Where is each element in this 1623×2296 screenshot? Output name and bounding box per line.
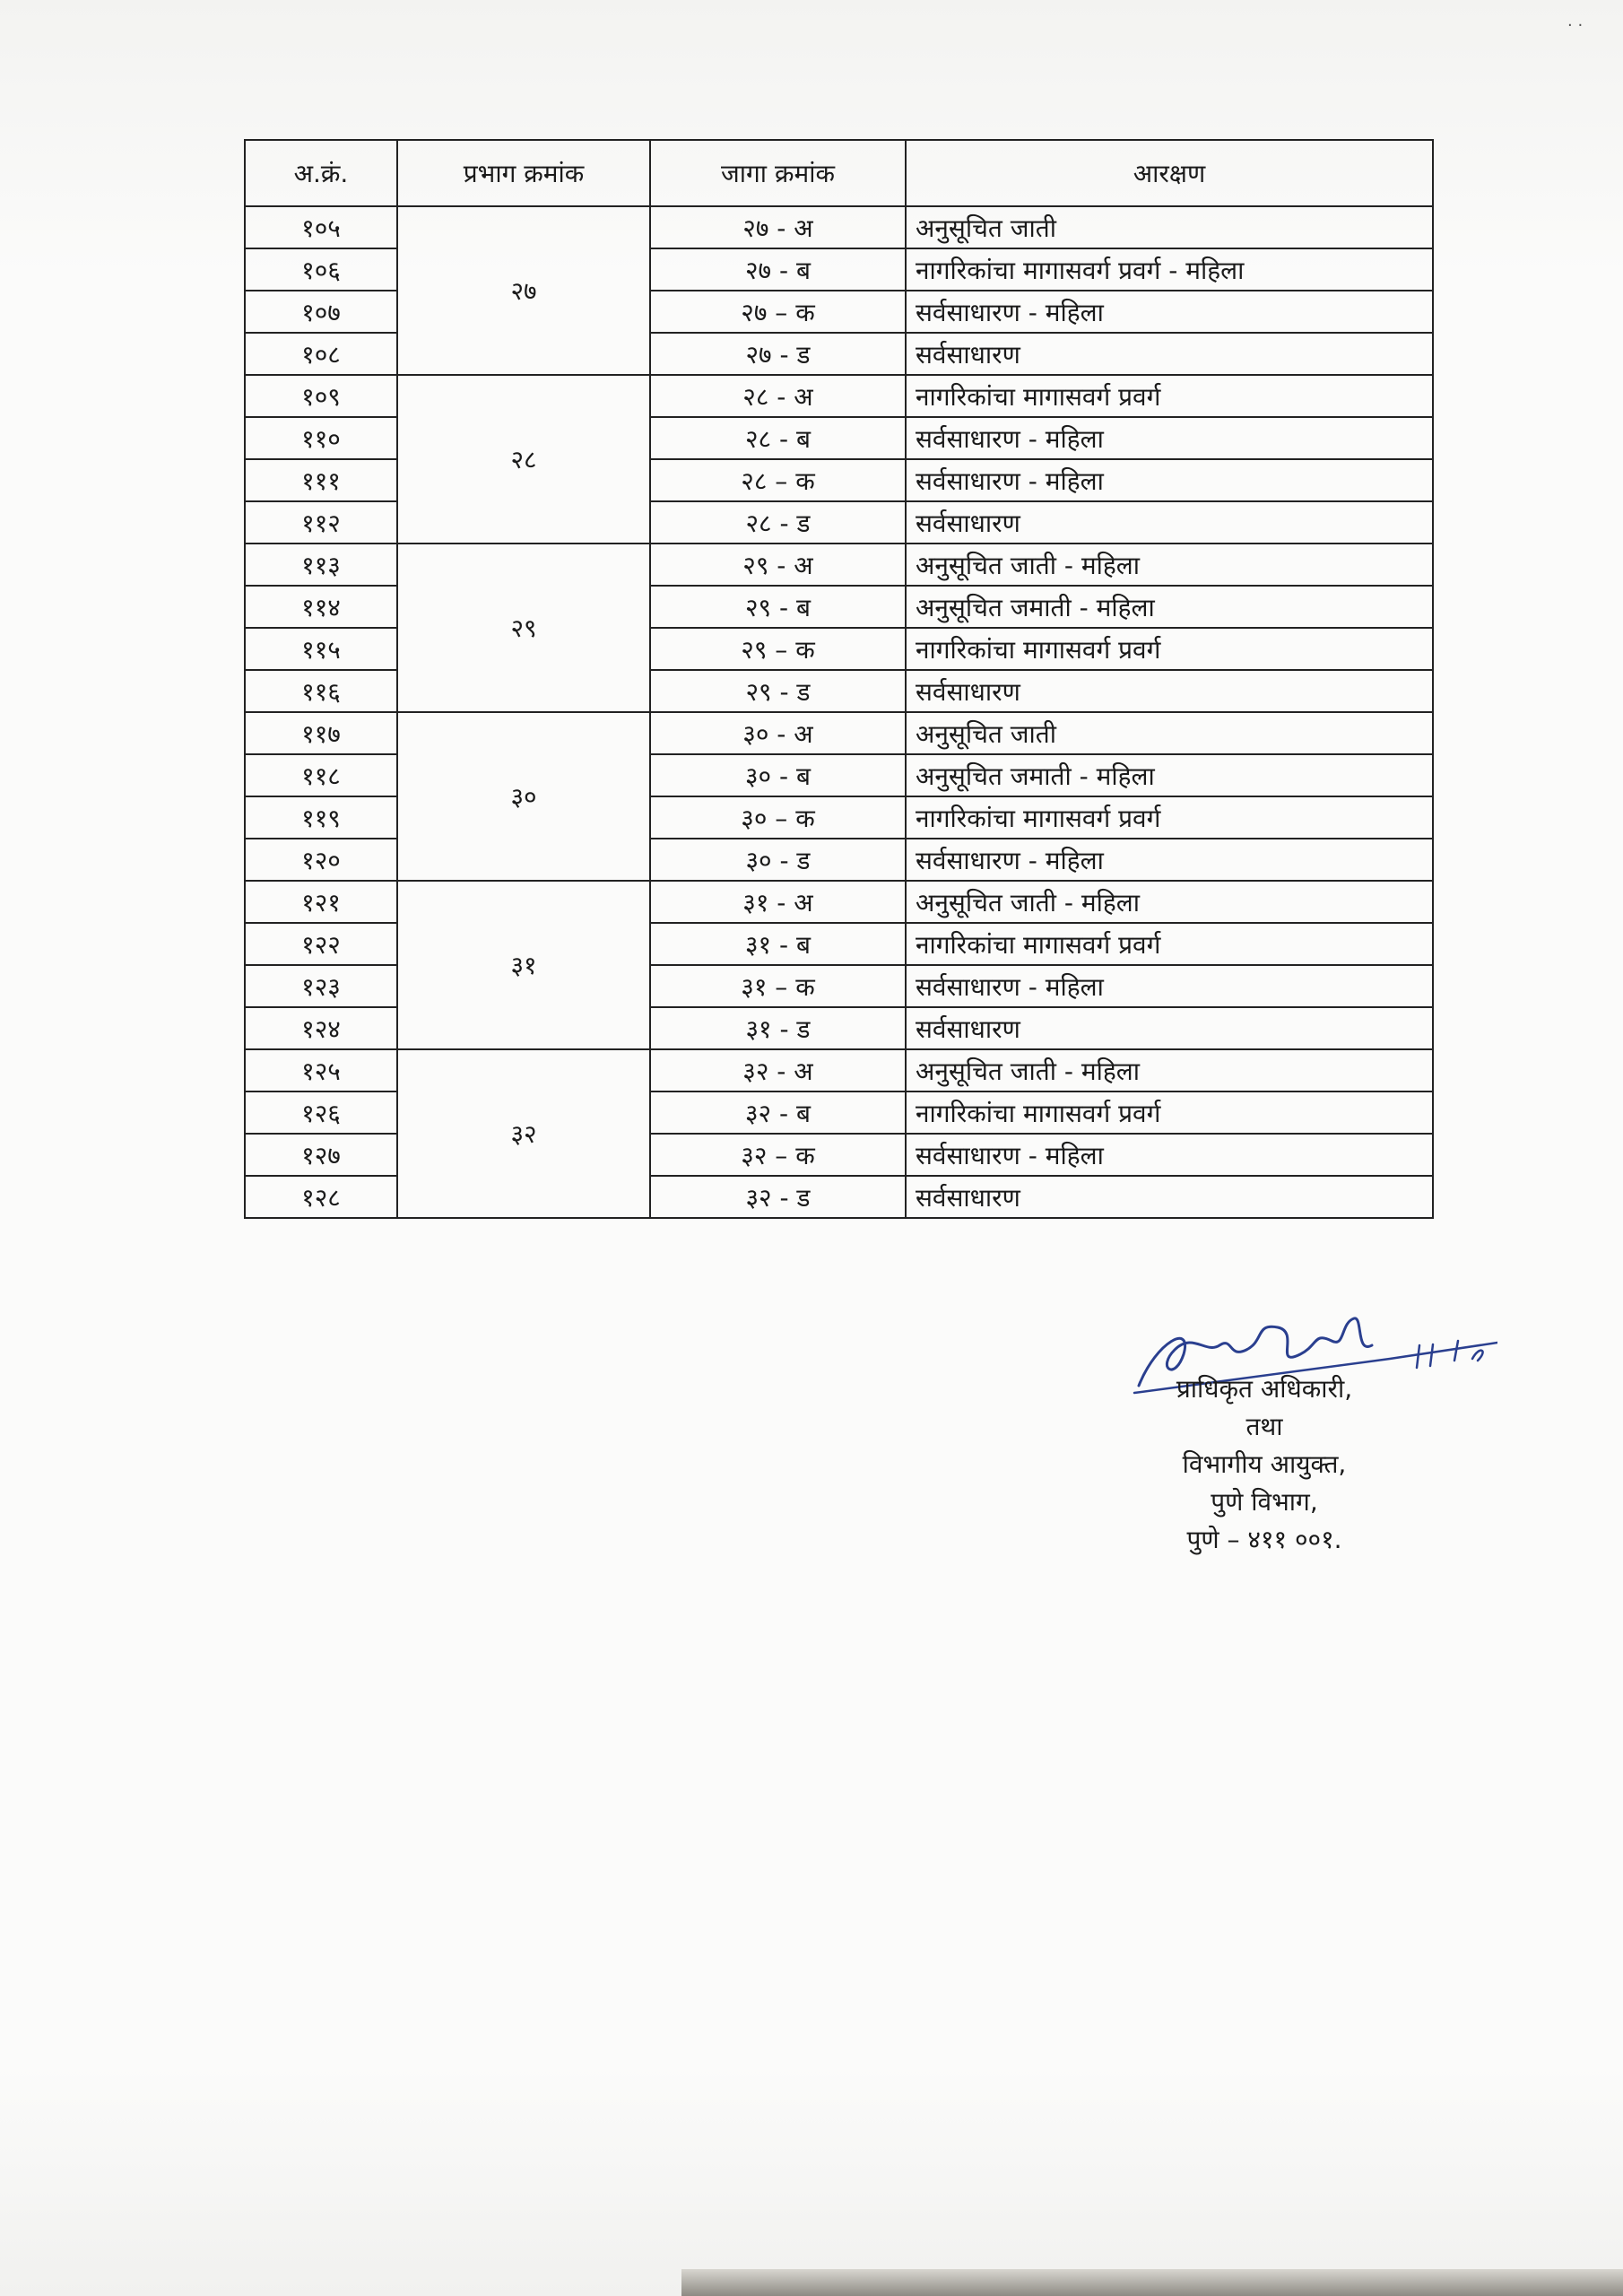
reservation-category-cell: सर्वसाधारण - महिला — [906, 965, 1433, 1007]
signatory-title: प्राधिकृत अधिकारी, — [1176, 1374, 1353, 1404]
reservation-category-cell: सर्वसाधारण - महिला — [906, 839, 1433, 881]
table-row — [245, 712, 1433, 754]
serial-number-cell: १२४ — [245, 1007, 397, 1049]
reservation-category-cell: नागरिकांचा मागासवर्ग प्रवर्ग — [906, 923, 1433, 965]
serial-number-cell: ११० — [245, 417, 397, 459]
seat-number-cell: २८ - ड — [650, 501, 906, 544]
ward-number-cell: ३० — [397, 712, 650, 881]
seat-number-cell: ३१ - ब — [650, 923, 906, 965]
ward-number-cell: ३१ — [397, 881, 650, 1049]
header-reservation: आरक्षण — [906, 140, 1433, 206]
serial-number-cell: १२५ — [245, 1049, 397, 1091]
serial-number-cell: ११८ — [245, 754, 397, 796]
table-body — [245, 206, 1433, 1218]
seat-number-cell: ३० - अ — [650, 712, 906, 754]
reservation-table — [244, 139, 1434, 1219]
seat-number-cell: ३२ - ड — [650, 1176, 906, 1218]
seat-number-cell: ३० – क — [650, 796, 906, 839]
signatory-division: पुणे विभाग, — [1211, 1487, 1318, 1517]
reservation-category-cell: सर्वसाधारण - महिला — [906, 291, 1433, 333]
table-row — [245, 1049, 1433, 1091]
reservation-category-cell: सर्वसाधारण — [906, 1007, 1433, 1049]
reservation-category-cell: अनुसूचित जाती - महिला — [906, 881, 1433, 923]
seat-number-cell: २८ – क — [650, 459, 906, 501]
serial-number-cell: १२१ — [245, 881, 397, 923]
serial-number-cell: १११ — [245, 459, 397, 501]
serial-number-cell: १०६ — [245, 248, 397, 291]
header-ward-number: प्रभाग क्रमांक — [397, 140, 650, 206]
serial-number-cell: १२६ — [245, 1091, 397, 1134]
ward-number-cell: २९ — [397, 544, 650, 712]
seat-number-cell: ३१ – क — [650, 965, 906, 1007]
reservation-category-cell: अनुसूचित जाती — [906, 712, 1433, 754]
serial-number-cell: ११४ — [245, 586, 397, 628]
serial-number-cell: १२२ — [245, 923, 397, 965]
table-row — [245, 881, 1433, 923]
serial-number-cell: ११३ — [245, 544, 397, 586]
seat-number-cell: ३१ - अ — [650, 881, 906, 923]
serial-number-cell: १२३ — [245, 965, 397, 1007]
seat-number-cell: २८ - ब — [650, 417, 906, 459]
reservation-category-cell: अनुसूचित जमाती - महिला — [906, 586, 1433, 628]
serial-number-cell: १०९ — [245, 375, 397, 417]
seat-number-cell: ३२ - ब — [650, 1091, 906, 1134]
reservation-category-cell: नागरिकांचा मागासवर्ग प्रवर्ग - महिला — [906, 248, 1433, 291]
reservation-category-cell: अनुसूचित जमाती - महिला — [906, 754, 1433, 796]
reservation-category-cell: नागरिकांचा मागासवर्ग प्रवर्ग — [906, 1091, 1433, 1134]
signatory-address: पुणे – ४११ ००१. — [1186, 1525, 1342, 1554]
reservation-category-cell: अनुसूचित जाती — [906, 206, 1433, 248]
reservation-table-container — [244, 139, 1432, 1219]
serial-number-cell: १२७ — [245, 1134, 397, 1176]
reservation-category-cell: अनुसूचित जाती - महिला — [906, 1049, 1433, 1091]
reservation-category-cell: सर्वसाधारण — [906, 501, 1433, 544]
serial-number-cell: ११६ — [245, 670, 397, 712]
seat-number-cell: २७ - अ — [650, 206, 906, 248]
seat-number-cell: २९ - ड — [650, 670, 906, 712]
seat-number-cell: २७ – क — [650, 291, 906, 333]
serial-number-cell: १०५ — [245, 206, 397, 248]
seat-number-cell: २९ - अ — [650, 544, 906, 586]
serial-number-cell: १२० — [245, 839, 397, 881]
reservation-category-cell: सर्वसाधारण - महिला — [906, 459, 1433, 501]
reservation-category-cell: नागरिकांचा मागासवर्ग प्रवर्ग — [906, 375, 1433, 417]
seat-number-cell: ३० - ड — [650, 839, 906, 881]
seat-number-cell: ३२ – क — [650, 1134, 906, 1176]
header-seat-number: जागा क्रमांक — [650, 140, 906, 206]
reservation-category-cell: सर्वसाधारण - महिला — [906, 417, 1433, 459]
signatory-block — [1103, 1327, 1426, 1559]
serial-number-cell: ११५ — [245, 628, 397, 670]
serial-number-cell: १०७ — [245, 291, 397, 333]
table-row — [245, 206, 1433, 248]
serial-number-cell: १२८ — [245, 1176, 397, 1218]
header-serial-number: अ.क्रं. — [245, 140, 397, 206]
signatory-designation: विभागीय आयुक्त, — [1182, 1449, 1347, 1479]
ward-number-cell: ३२ — [397, 1049, 650, 1218]
reservation-category-cell: नागरिकांचा मागासवर्ग प्रवर्ग — [906, 796, 1433, 839]
seat-number-cell: २८ - अ — [650, 375, 906, 417]
reservation-category-cell: सर्वसाधारण - महिला — [906, 1134, 1433, 1176]
table-header-row — [245, 140, 1433, 206]
serial-number-cell: ११९ — [245, 796, 397, 839]
signatory-conjunction: तथा — [1245, 1412, 1283, 1441]
scan-corner-mark: · · — [1567, 16, 1584, 35]
seat-number-cell: २९ – क — [650, 628, 906, 670]
table-row — [245, 544, 1433, 586]
reservation-category-cell: सर्वसाधारण — [906, 1176, 1433, 1218]
reservation-category-cell: सर्वसाधारण — [906, 670, 1433, 712]
serial-number-cell: ११२ — [245, 501, 397, 544]
seat-number-cell: ३२ - अ — [650, 1049, 906, 1091]
ward-number-cell: २७ — [397, 206, 650, 375]
seat-number-cell: ३१ - ड — [650, 1007, 906, 1049]
seat-number-cell: २७ - ब — [650, 248, 906, 291]
table-row — [245, 375, 1433, 417]
reservation-category-cell: सर्वसाधारण — [906, 333, 1433, 375]
serial-number-cell: ११७ — [245, 712, 397, 754]
reservation-category-cell: अनुसूचित जाती - महिला — [906, 544, 1433, 586]
serial-number-cell: १०८ — [245, 333, 397, 375]
scan-bottom-edge — [681, 2269, 1623, 2296]
ward-number-cell: २८ — [397, 375, 650, 544]
seat-number-cell: २९ - ब — [650, 586, 906, 628]
seat-number-cell: २७ - ड — [650, 333, 906, 375]
seat-number-cell: ३० - ब — [650, 754, 906, 796]
reservation-category-cell: नागरिकांचा मागासवर्ग प्रवर्ग — [906, 628, 1433, 670]
